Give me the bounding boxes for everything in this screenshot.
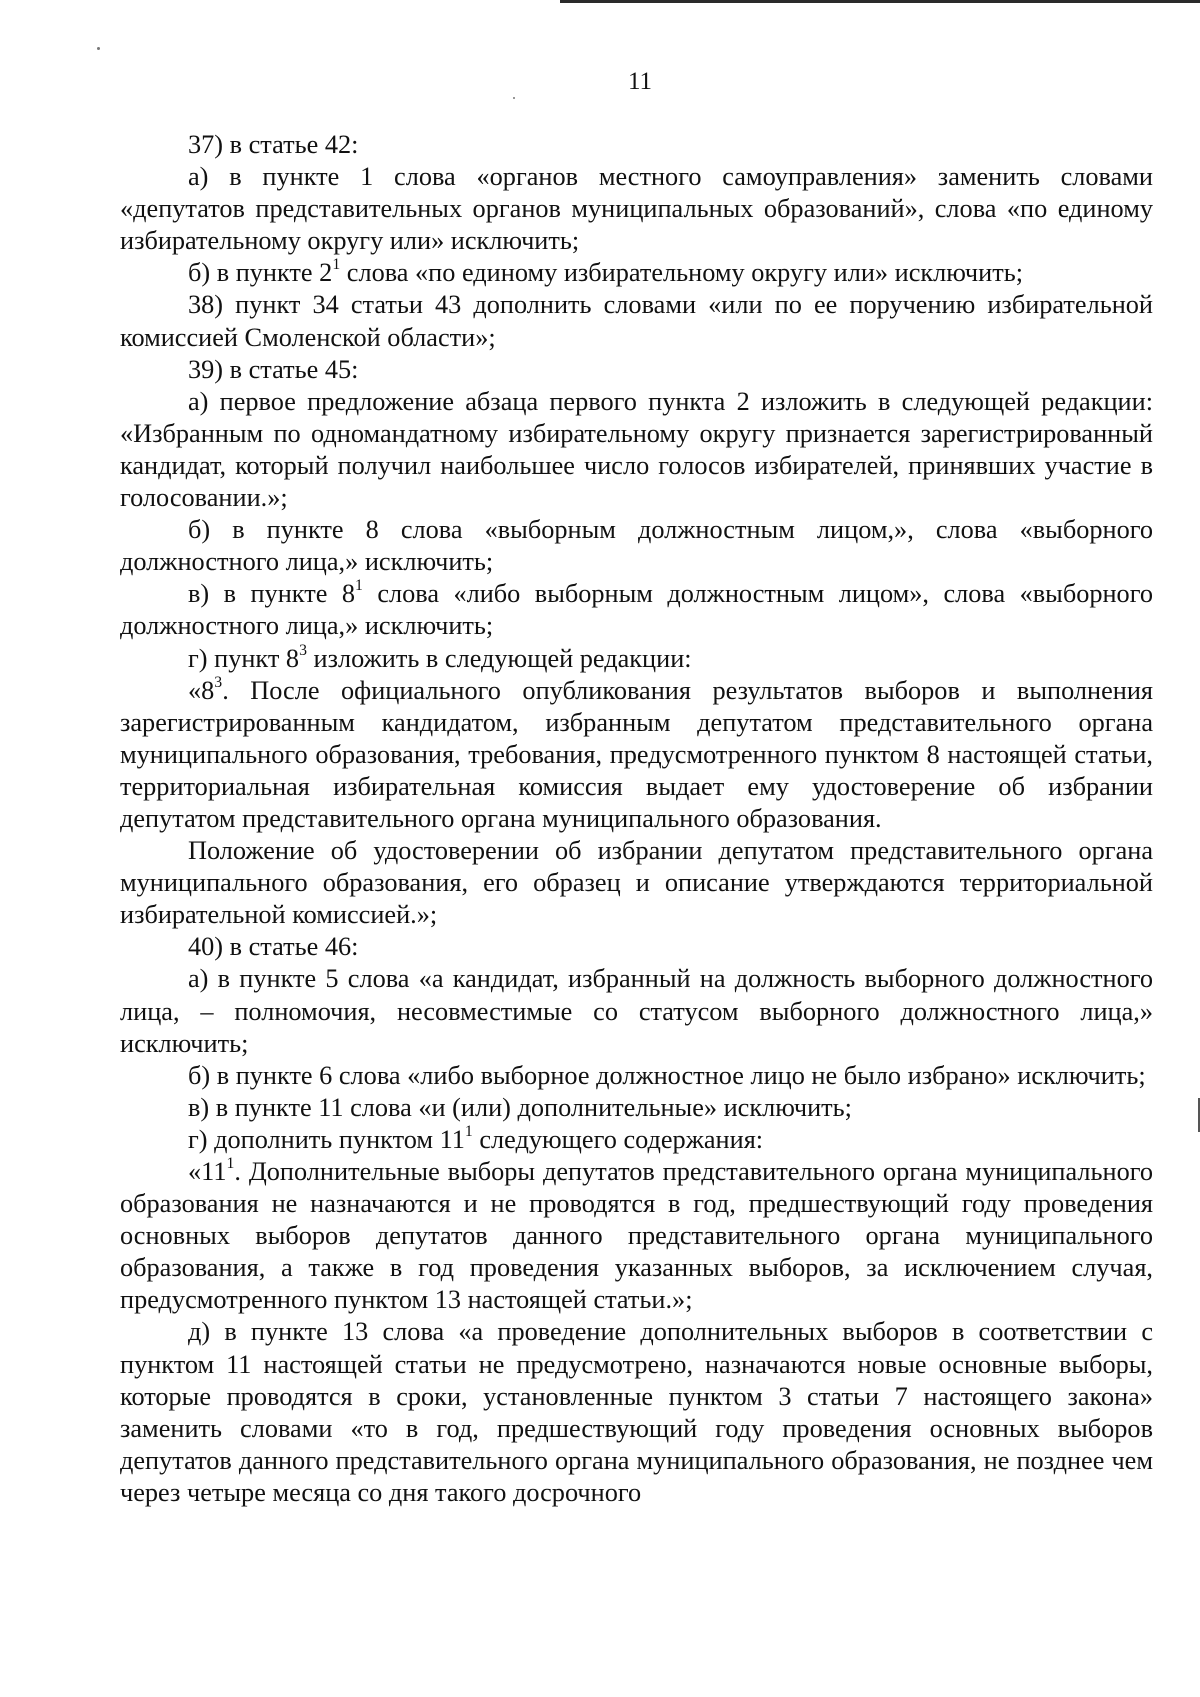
scan-top-border: [560, 0, 1200, 3]
paragraph-item-37: 37) в статье 42:: [188, 130, 359, 159]
scan-speck: [97, 47, 100, 50]
scan-speck: [513, 97, 515, 99]
document-body: [120, 129, 1153, 1509]
paragraph-subitem-a: а) первое предложение абзаца первого пункта 2 изложить в следующей редакции: «Избранным по одномандатному избирательному округу признается зарегистрированный кандидат, который получил наибольшее число голосов избирателей, принявших участие в голосовании.»;: [120, 386, 1153, 513]
paragraph-subitem-g: г) дополнить пунктом $11^1$ следующего содержания:: [188, 1123, 764, 1154]
paragraph-subitem-g: г) пункт $8^3$ изложить в следующей редакции:: [188, 641, 692, 673]
paragraph-subitem-b: б) в пункте 6 слова «либо выборное должностное лицо не было избрано» исключить;: [188, 1060, 1146, 1090]
paragraph-subitem-a: а) в пункте 5 слова «а кандидат, избранный на должность выборного должностного лица, – полномочия, несовместимые со статусом выборного должностного лица,» исключить;: [120, 964, 1153, 1058]
paragraph-subitem-d: д) в пункте 13 слова «а проведение дополнительных выборов в соответствии с пунктом 11 настоящей статьи не предусмотрено, назначаются новые основные выборы, которые проводятся в сроки, установленные пунктом 3 статьи 7 настоящего закона» заменить словами «то в год, предшествующий году проведения основных выборов депутатов данного представительного органа муниципального образования, не позднее чем через четыре месяца со дня такого досрочного: [120, 1317, 1153, 1507]
paragraph-subitem-a: а) в пункте 1 слова «органов местного самоуправления» заменить словами «депутатов представительных органов муниципальных образований», слова «по единому избирательному округу или» исключить;: [120, 162, 1153, 256]
paragraph-quoted-11-1: «$11^1$. Дополнительные выборы депутатов представительного органа муниципального образования не назначаются и не проводятся в год, предшествующий году проведения основных выборов депутатов данного представительного органа муниципального образования, а также в год проведения указанных выборов, за исключением случая, предусмотренного пунктом 13 настоящей статьи.»;: [120, 1155, 1153, 1315]
paragraph-item-38: 38) пункт 34 статьи 43 дополнить словами «или по ее поручению избирательной комиссией Смоленской области»;: [120, 290, 1153, 352]
paragraph-certificate-provision: Положение об удостоверении об избрании депутатом представительного органа муниципального образования, его образец и описание утверждаются территориальной избирательной комиссией.»;: [120, 836, 1153, 930]
paragraph-subitem-v: в) в пункте 11 слова «и (или) дополнительные» исключить;: [188, 1092, 852, 1122]
paragraph-quoted-8-3: «$8^3$. После официального опубликования результатов выборов и выполнения зарегистрированным кандидатом, избранным депутатом представительного органа муниципального образования, требования, предусмотренного пунктом 8 настоящей статьи, территориальная избирательная комиссия выдает ему удостоверение об избрании депутатом представительного органа муниципального образования.: [120, 673, 1153, 833]
paragraph-item-40: 40) в статье 46:: [188, 932, 359, 962]
page-number: 11: [627, 68, 653, 95]
paragraph-subitem-b: б) в пункте $2^1$ слова «по единому избирательному округу или» исключить;: [188, 256, 1024, 288]
paragraph-item-39: 39) в статье 45:: [188, 354, 359, 384]
paragraph-subitem-b: б) в пункте 8 слова «выборным должностным лицом,», слова «выборного должностного лица,» исключить;: [120, 515, 1153, 577]
paragraph-subitem-v: в) в пункте $8^1$ слова «либо выборным должностным лицом», слова «выборного должностного лица,» исключить;: [120, 577, 1153, 641]
